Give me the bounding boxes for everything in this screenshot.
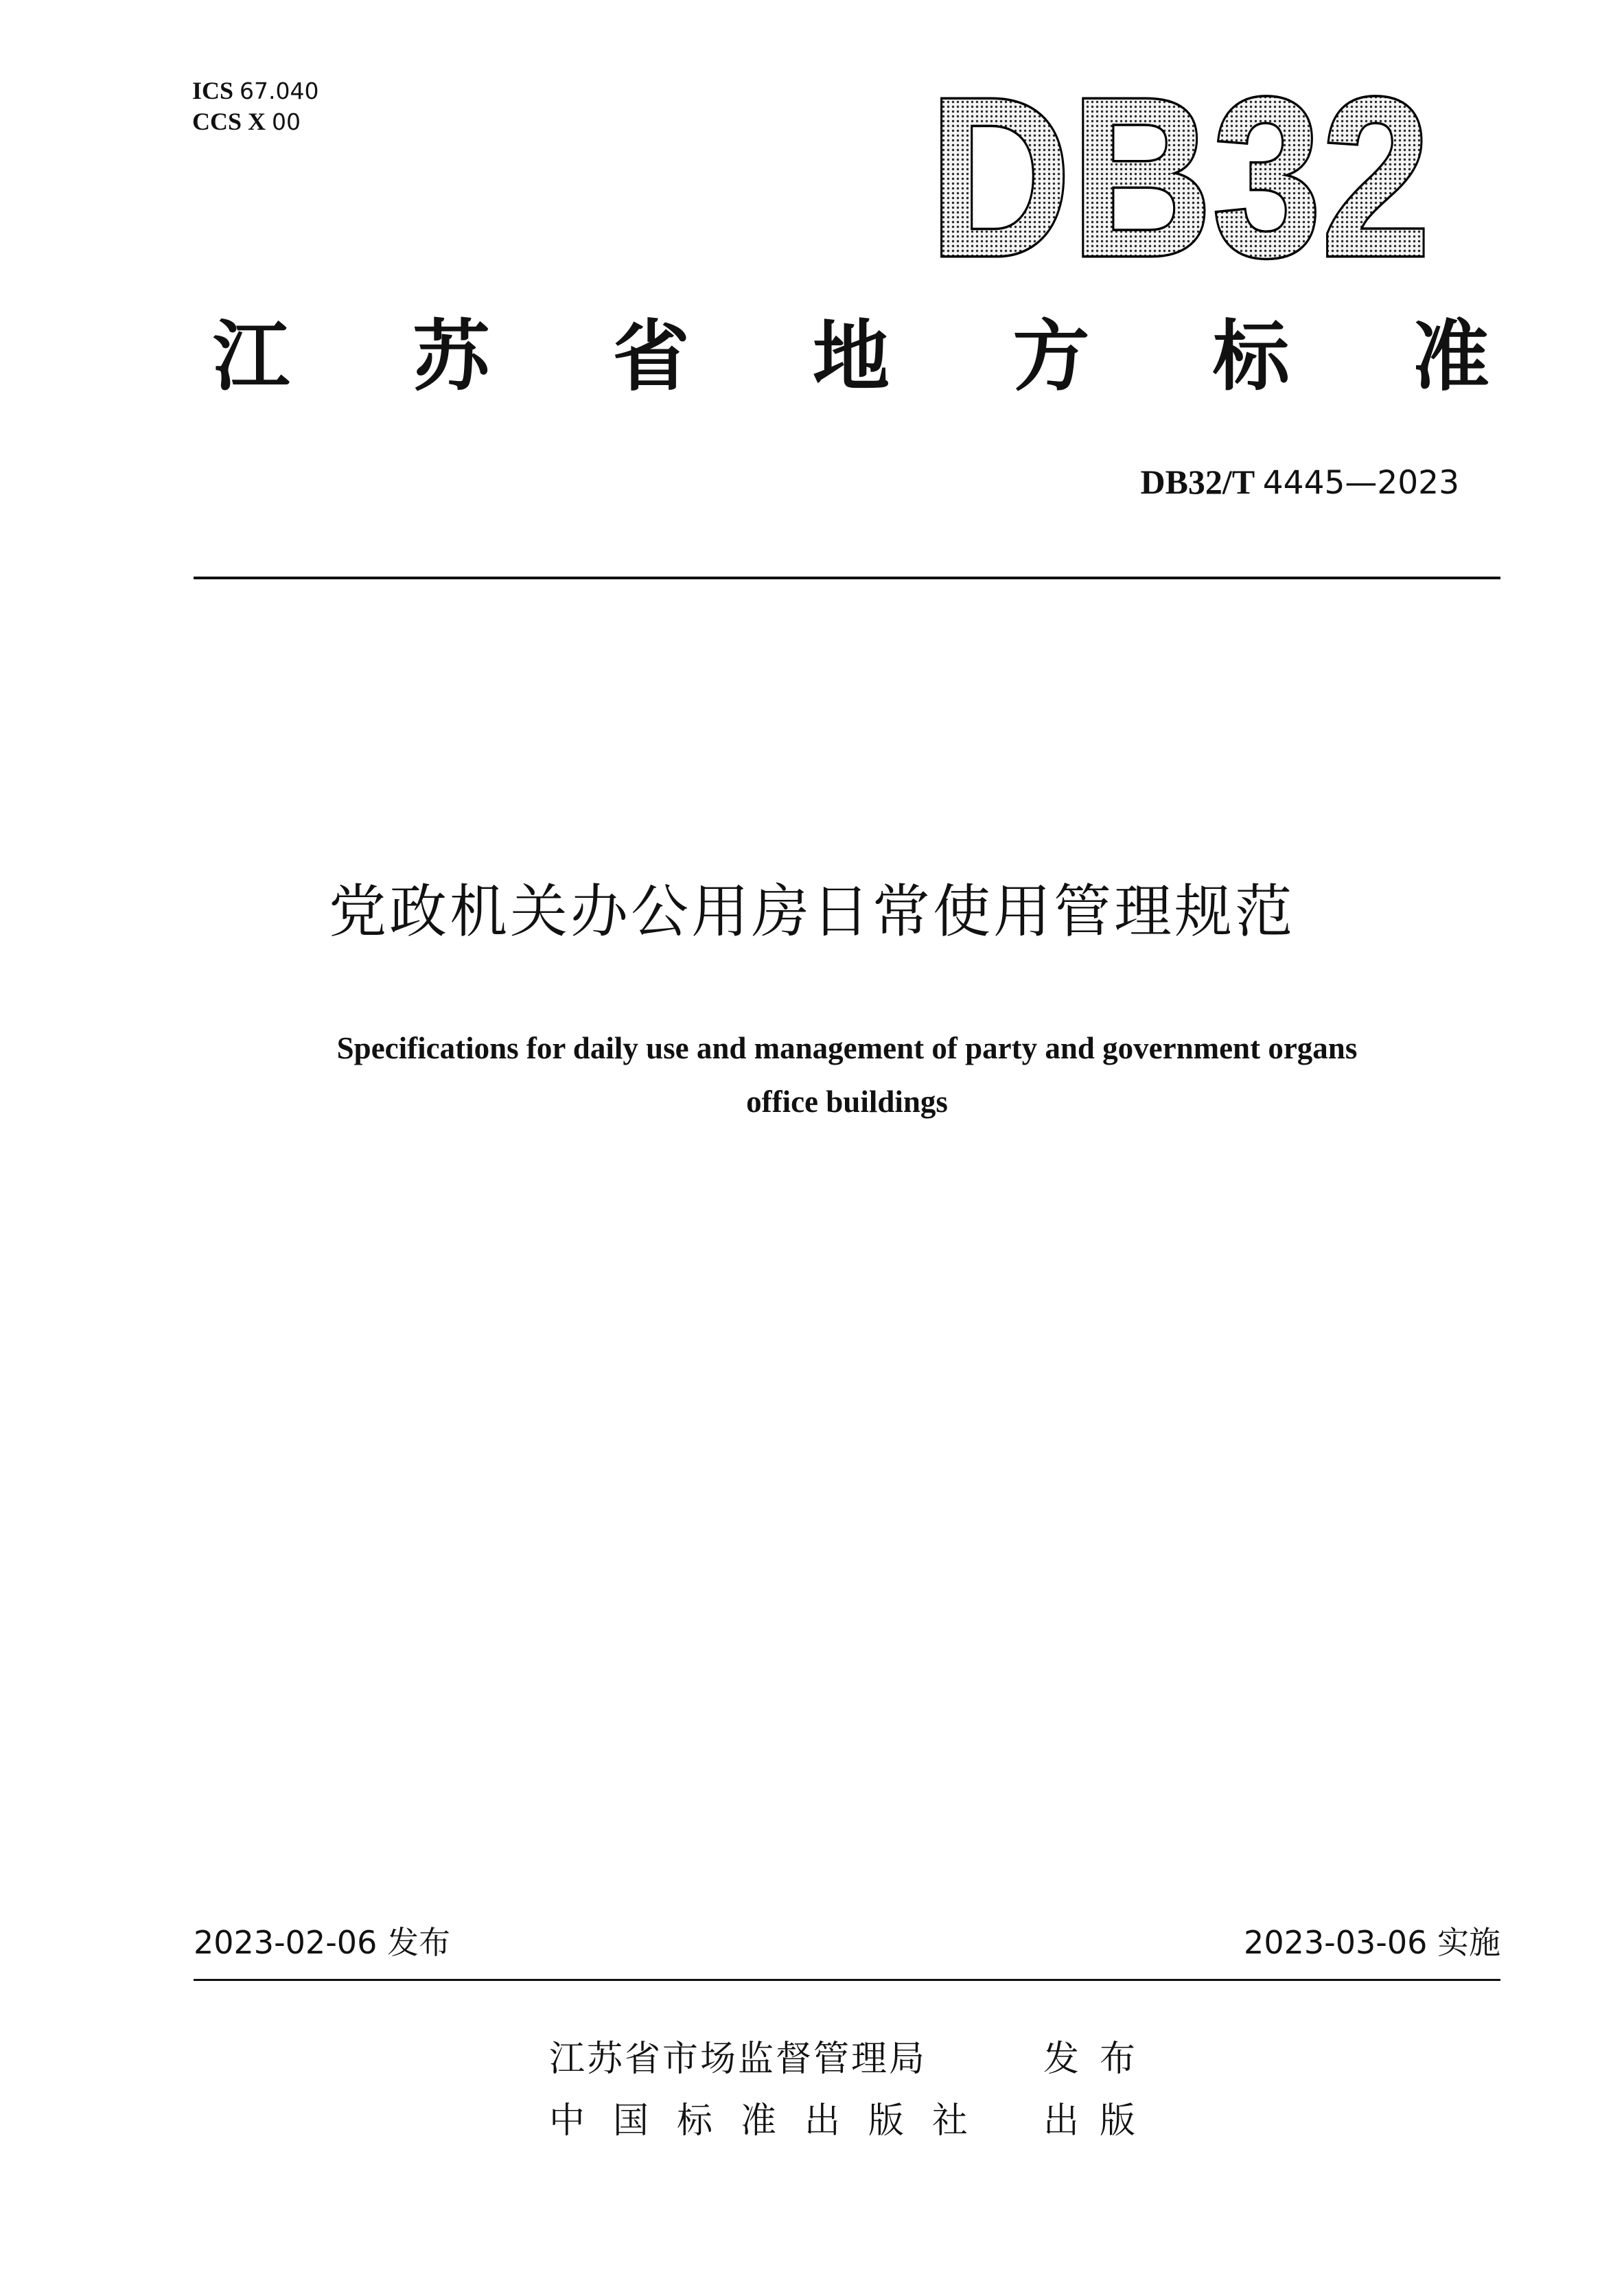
kind-char: 省	[612, 312, 690, 402]
ccs-code	[192, 106, 319, 137]
publisher-block	[549, 2028, 1156, 2152]
classification-codes	[192, 76, 319, 137]
publisher-name-char: 中	[549, 2100, 585, 2142]
ics-value: 67.040	[240, 78, 319, 104]
title-chinese: 党政机关办公用房日常使用管理规范	[328, 878, 1295, 945]
publisher-name: 江苏省市场监督管理局	[549, 2039, 927, 2080]
publisher-name-char: 出	[804, 2100, 840, 2142]
header-divider	[194, 577, 1500, 579]
ccs-category: X	[248, 108, 266, 135]
publisher-name-char: 国	[612, 2100, 649, 2142]
title-english-line: Specifications for daily use and management of party and government organs	[336, 1031, 1358, 1065]
ccs-number: 00	[272, 108, 301, 135]
kind-char: 苏	[413, 312, 490, 402]
publisher-name-char: 标	[676, 2100, 712, 2142]
publisher-row	[549, 2028, 1156, 2090]
standard-number-prefix: DB32/T	[1140, 463, 1255, 501]
db32-logo	[927, 50, 1435, 303]
db32-logo-text: DB32	[929, 50, 1430, 303]
publisher-row	[549, 2090, 1156, 2152]
kind-char: 准	[1412, 312, 1489, 402]
title-english-line: office buildings	[746, 1085, 948, 1119]
title-english	[194, 1021, 1500, 1128]
publisher-role: 发布	[1043, 2039, 1157, 2080]
implementation-date: 2023-03-06 实施	[1244, 1924, 1500, 1961]
publisher-role: 出版	[1043, 2100, 1157, 2142]
publisher-name-char: 准	[740, 2100, 776, 2142]
ics-code	[192, 76, 319, 106]
ccs-label: CCS	[192, 108, 242, 135]
footer-divider	[194, 1979, 1500, 1981]
standard-number	[1140, 461, 1459, 504]
publisher-name-char: 社	[931, 2100, 968, 2142]
standard-kind-title	[213, 312, 1489, 402]
issue-date: 2023-02-06 发布	[194, 1924, 450, 1961]
kind-char: 江	[213, 312, 290, 402]
publisher-name	[549, 2090, 968, 2152]
publisher-name-char: 版	[868, 2100, 904, 2142]
ics-label: ICS	[192, 77, 234, 104]
kind-char: 地	[812, 312, 890, 402]
standard-number-code: 4445—2023	[1262, 464, 1459, 502]
kind-char: 标	[1212, 312, 1290, 402]
kind-char: 方	[1012, 312, 1090, 402]
